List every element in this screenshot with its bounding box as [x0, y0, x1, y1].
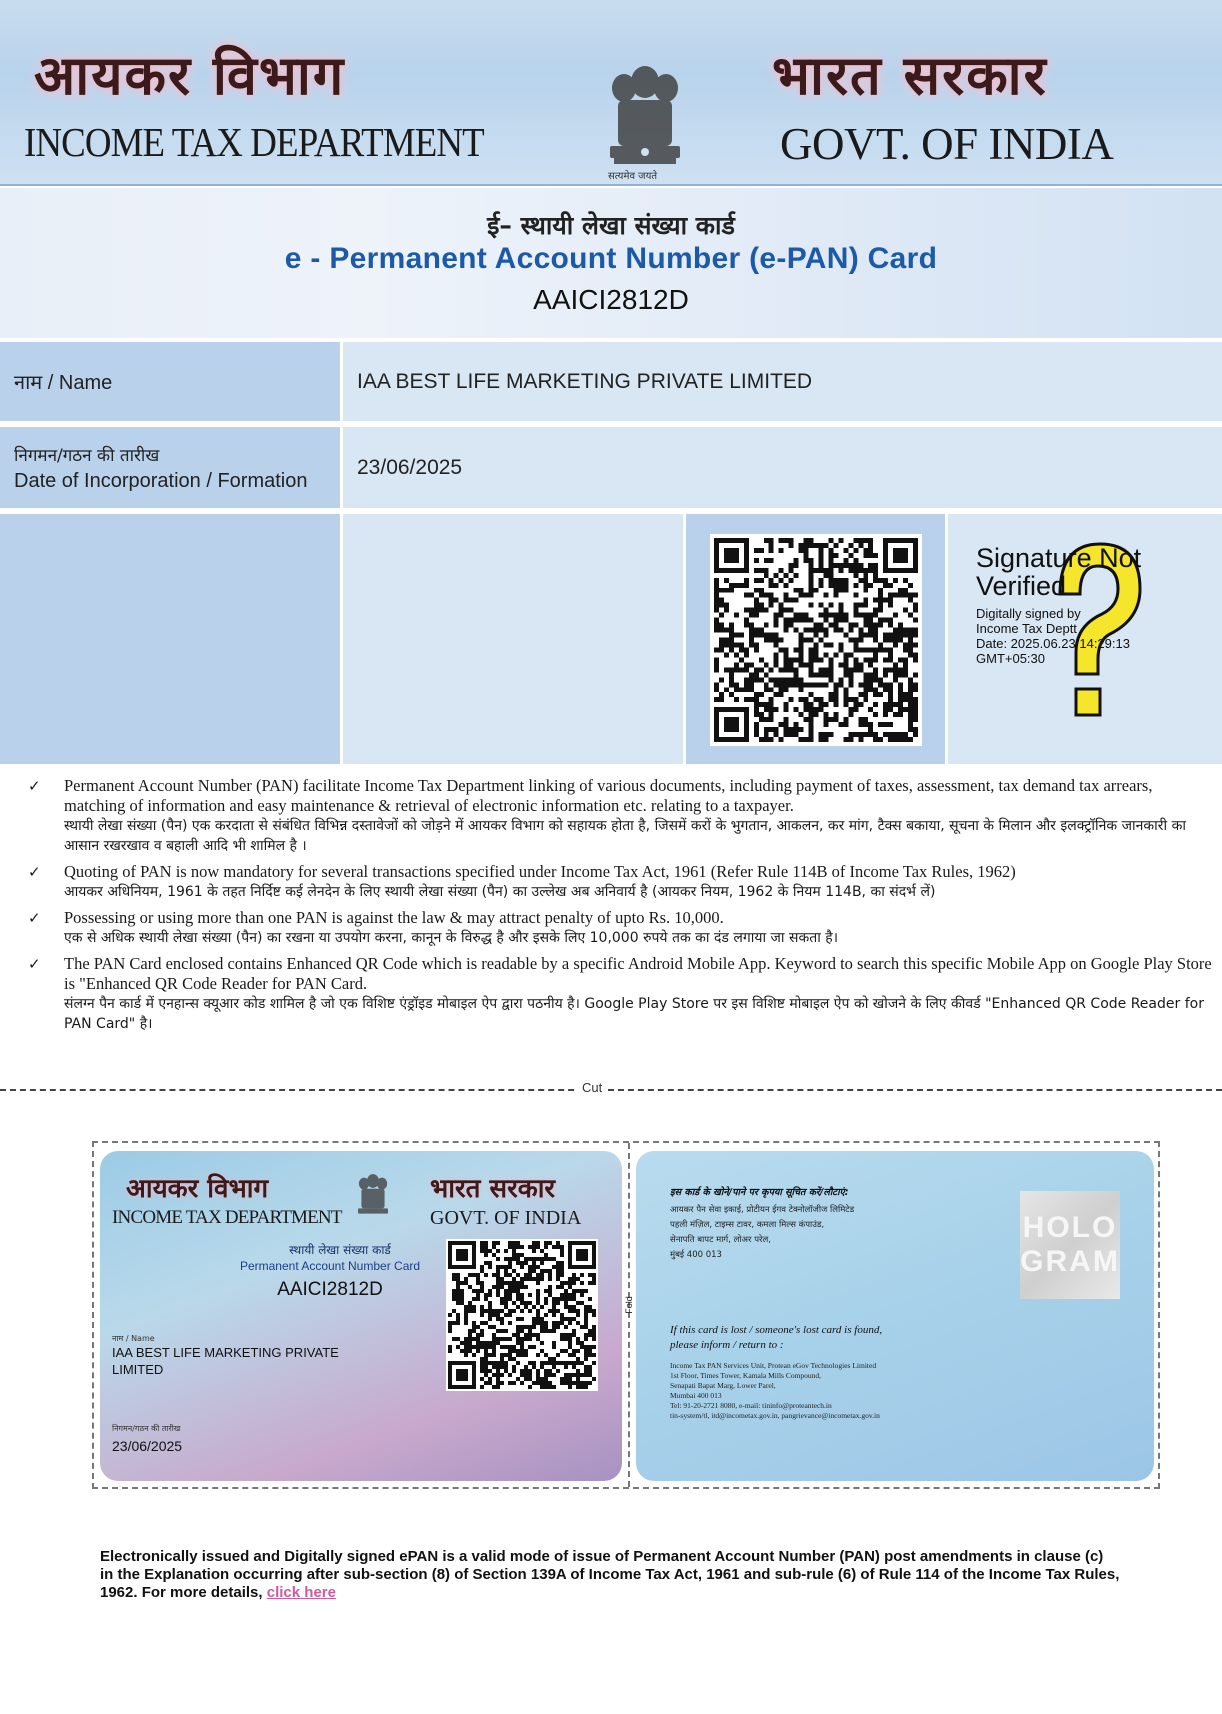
- photo-cell: [0, 514, 343, 764]
- card-back-english-address: Income Tax PAN Services Unit, Protean eGov Technologies Limited 1st Floor, Times Tower, Kamala Mills Compound, Senapati Bapat Marg, Lower Parel, Mumbai 400 013 Tel: 91-20-2721 8080, e-mail: tininfo@proteantech.in tin-system/tl, itd@incometax.gov.in, pangrievance@incometax.gov.in: [670, 1361, 880, 1420]
- header-banner: [0, 0, 1222, 186]
- card-back-hindi-heading: इस कार्ड के खोने/पाने पर कृपया सूचित करें/लौटाएं:: [670, 1187, 849, 1198]
- cut-line: [0, 1089, 1222, 1091]
- card-back-hindi-address: आयकर पैन सेवा इकाई, प्रोटीयन ईगव टेक्नोलॉजीज लिमिटेड पहली मंज़िल, टाइम्स टावर, कमला मिल्स कंपाउंड, सेनापति बापट मार्ग, लोअर परेल, मुंबई 400 013: [670, 1205, 855, 1260]
- fold-label: Fold: [623, 1296, 634, 1314]
- header-hindi-govt: भारत सरकार: [772, 43, 1048, 107]
- qr-code-icon: [710, 534, 922, 746]
- note-hindi: स्थायी लेखा संख्या (पैन) एक करदाता से संबंधित विभिन्न दस्तावेजों को जोड़ने में आयकर विभाग को सहायक होता है, जिसमें करों के भुगतान, आकलन, कर मांग, टैक्स बकाया, सूचना के मिलान और इलक्ट्रॉनिक जानकारी का आसान रखरखाव व बहाली आदि भी शामिल है ।: [64, 818, 1186, 854]
- national-emblem-icon: [352, 1167, 394, 1225]
- card-back-lost-notice: If this card is lost / someone's lost card is found, please inform / return to :: [670, 1324, 883, 1351]
- card-name-label: नाम / Name: [112, 1334, 155, 1343]
- blank-cell: [343, 514, 686, 764]
- card-english-govt: GOVT. OF INDIA: [430, 1207, 582, 1229]
- card-title-english: Permanent Account Number Card: [239, 1259, 421, 1273]
- signature-status: Signature Not Verified: [976, 543, 1142, 601]
- note-item: [28, 862, 1212, 902]
- header-english-dept: INCOME TAX DEPARTMENT: [24, 119, 484, 165]
- card-pan-number: AAICI2812D: [277, 1279, 383, 1300]
- pan-number: AAICI2812D: [533, 284, 689, 315]
- checkmark-icon: ✓: [28, 909, 41, 927]
- checkmark-icon: ✓: [28, 777, 41, 795]
- click-here-link[interactable]: click here: [266, 1584, 336, 1601]
- name-value: IAA BEST LIFE MARKETING PRIVATE LIMITED: [343, 342, 1222, 421]
- pan-card-front: [100, 1151, 622, 1481]
- national-emblem-icon: [596, 52, 694, 182]
- pan-card-back: [636, 1151, 1154, 1481]
- doi-label-english: Date of Incorporation / Formation: [14, 469, 308, 492]
- card-hindi-dept: आयकर विभाग: [126, 1174, 269, 1204]
- qr-signature-row: [0, 514, 1222, 764]
- footer-text: Electronically issued and Digitally signed ePAN is a valid mode of issue of Permanent Account Number (PAN) post amendments in clause (c) in the Explanation occurring after sub-section (8) of Section 139A of Income Tax Act, 1961 and sub-rule (6) of Rule 114 of the Income Tax Rules, 1962. For more details,: [100, 1548, 1120, 1601]
- note-hindi: संलग्न पैन कार्ड में एनहान्स क्यूआर कोड शामिल है जो एक विशिष्ट एंड्रॉइड मोबाइल ऐप द्वारा पठनीय है। Google Play Store पर इस विशिष्ट मोबाइल ऐप को खोजने के लिए कीवर्ड "Enhanced QR Code Reader for PAN Card" है।: [64, 996, 1204, 1032]
- note-english: The PAN Card enclosed contains Enhanced QR Code which is readable by a specific Android Mobile App. Keyword to search this specific Mobile App on Google Play Store is "Enhanced QR Code Reader for PAN Card.: [64, 954, 1212, 993]
- signature-line-4: GMT+05:30: [976, 651, 1046, 666]
- note-english: Possessing or using more than one PAN is against the law & may attract penalty of upto Rs. 10,000.: [64, 908, 724, 927]
- signature-line-1: Digitally signed by: [976, 606, 1081, 621]
- title-english: e - Permanent Account Number (e-PAN) Card: [284, 242, 938, 275]
- header-hindi-dept: आयकर विभाग: [34, 43, 346, 107]
- hologram-line-1: HOLO: [1022, 1211, 1118, 1244]
- card-doi-label: निगमन/गठन की तारीख: [112, 1424, 181, 1433]
- notes-list: [28, 776, 1212, 1040]
- note-item: [28, 776, 1212, 856]
- card-title-hindi: स्थायी लेखा संख्या कार्ड: [289, 1243, 391, 1257]
- signature-line-3: Date: 2025.06.23 14:29:13: [976, 636, 1130, 651]
- name-label: नाम / Name: [0, 342, 343, 421]
- doi-value: 23/06/2025: [343, 427, 1222, 508]
- card-english-dept: INCOME TAX DEPARTMENT: [112, 1207, 342, 1228]
- card-qr-code-icon: [446, 1239, 598, 1391]
- doi-row: [0, 427, 1222, 511]
- hologram-sticker: [1020, 1191, 1120, 1299]
- qr-cell: [686, 514, 948, 764]
- signature-details: [976, 606, 1196, 666]
- doi-label-hindi: निगमन/गठन की तारीख: [14, 445, 160, 466]
- card-name-value: IAA BEST LIFE MARKETING PRIVATE LIMITED: [112, 1345, 339, 1377]
- signature-line-2: Income Tax Deptt: [976, 621, 1077, 636]
- note-hindi: एक से अधिक स्थायी लेखा संख्या (पैन) का रखना या उपयोग करना, कानून के विरुद्ध है और इसके लिए 10,000 रुपये तक का दंड लगाया जा सकता है।: [64, 930, 839, 946]
- note-hindi: आयकर अधिनियम, 1961 के तहत निर्दिष्ट कई लेनदेन के लिए स्थायी लेखा संख्या (पैन) का उल्लेख अब अनिवार्य है (आयकर नियम, 1962 के नियम 114B, का संदर्भ लें): [64, 884, 936, 900]
- note-english: Quoting of PAN is now mandatory for several transactions specified under Income Tax Act, 1961 (Refer Rule 114B of Income Tax Rules, 1962): [64, 862, 1016, 881]
- note-item: [28, 908, 1212, 948]
- footer-note: [100, 1548, 1120, 1602]
- card-hindi-govt: भारत सरकार: [430, 1174, 556, 1204]
- title-hindi: ई– स्थायी लेखा संख्या कार्ड: [487, 211, 735, 240]
- signature-cell: [948, 514, 1222, 764]
- fold-line: [628, 1143, 630, 1487]
- note-english: Permanent Account Number (PAN) facilitate Income Tax Department linking of various documents, including payment of taxes, assessment, tax demand tax arrears, matching of information and easy maintenance & retrieval of electronic information etc. relating to a taxpayer.: [64, 776, 1153, 815]
- header-english-govt: GOVT. OF INDIA: [780, 119, 1114, 169]
- checkmark-icon: ✓: [28, 955, 41, 973]
- note-item: [28, 954, 1212, 1034]
- cut-label: Cut: [578, 1080, 606, 1095]
- checkmark-icon: ✓: [28, 863, 41, 881]
- hologram-line-2: GRAM: [1020, 1245, 1120, 1278]
- name-row: [0, 342, 1222, 424]
- doi-label: [0, 427, 343, 508]
- emblem-motto: सत्यमेव जयते: [608, 171, 658, 182]
- card-doi-value: 23/06/2025: [112, 1438, 183, 1454]
